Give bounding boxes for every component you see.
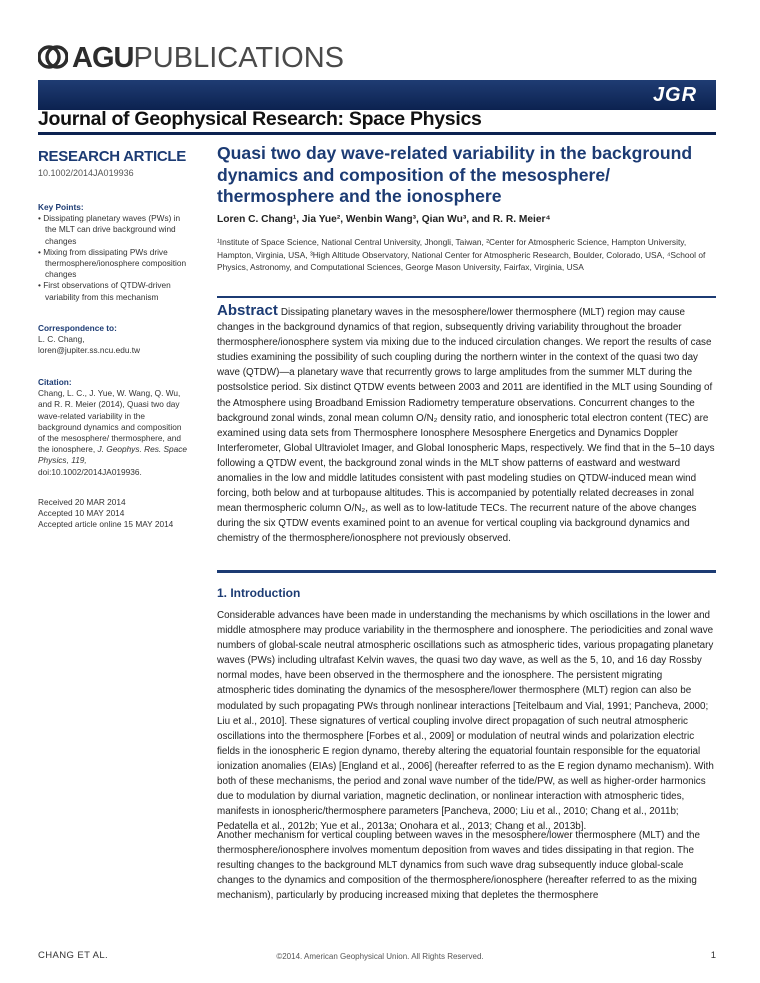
journal-name: Journal of Geophysical Research: Space Physics	[38, 108, 482, 130]
correspondence-heading: Correspondence to:	[38, 323, 117, 333]
article-doi[interactable]: 10.1002/2014JA019936	[38, 168, 134, 178]
key-points	[38, 202, 188, 303]
key-points-heading: Key Points:	[38, 202, 84, 212]
footer-author: CHANG ET AL.	[38, 950, 109, 961]
citation-heading: Citation:	[38, 377, 72, 387]
agu-globe-icon	[38, 44, 68, 70]
correspondence	[38, 323, 188, 357]
citation-body	[38, 388, 188, 478]
logo-publications-text: PUBLICATIONS	[133, 42, 345, 74]
logo-agu-text: AGU	[72, 42, 134, 74]
citation-doi[interactable]: doi:10.1002/2014JA019936.	[38, 466, 142, 477]
section-heading-introduction: 1. Introduction	[217, 586, 301, 600]
footer-copyright: ©2014. American Geophysical Union. All Rights Reserved.	[276, 952, 484, 961]
jgr-badge: JGR	[652, 84, 698, 106]
received-date: Received 20 MAR 2014	[38, 497, 126, 507]
citation-text: Chang, L. C., J. Yue, W. Wang, Q. Wu, and R. R. Meier (2014), Quasi two day wave-related variability in the background dynamics and composition of the mesosphere/ thermosphere, and the ionosphere,	[38, 388, 182, 455]
citation-journal: J. Geophys. Res. Space Physics, 119,	[38, 444, 187, 466]
key-point-item: • First observations of QTDW-driven variability from this mechanism	[38, 280, 171, 302]
correspondence-email[interactable]: loren@jupiter.ss.ncu.edu.tw	[38, 345, 141, 356]
agu-publications-logo	[38, 42, 344, 75]
citation	[38, 377, 188, 478]
abstract-text: Dissipating planetary waves in the mesosphere/lower thermosphere (MLT) region may cause changes in the background dynamics of that region, subsequently driving variability throughout the broader thermosphere/ionosphere system via mixing due to the induced circulation changes. We report the results of case studies examining the possibility of such coupling during the northern winter in the context of the quasi two day wave (QTDW)—a planetary wave that recurrently grows to large amplitudes from the summer MLT during the postsolstice period. Six distinct QTDW events between 2003 and 2011 are identified in the MLT using Sounding of the Atmosphere using Broadband Emission Radiometry temperature observations. Concurrent changes to the background zonal winds, zonal mean column O/N₂ density ratio, and ionospheric total electron content (TEC) are examined using data sets from Thermosphere Ionosphere Mesosphere Energetics and Dynamics Doppler Interferometer, Global Ultraviolet Imager, and Global Ionospheric Maps, respectively. We find that in the 5–10 days following a QTDW event, the background zonal winds in the MLT show patterns of eastward and westward anomalies in the low and middle latitudes consistent with past modeling studies on QTDW-induced mean wind forcing, both below and at turbopause altitudes. This is accompanied by potentially related decreases in zonal mean thermospheric column O/N₂, as well as to low-latitude TECs. The recurrent nature of the above changes during the six QTDW events examined point to an avenue for vertical coupling via background dynamics and chemistry of the thermosphere/ionosphere not previously observed.	[217, 307, 715, 545]
correspondence-name: L. C. Chang,	[38, 334, 85, 345]
intro-paragraph: Another mechanism for vertical coupling between waves in the mesosphere/lower thermosphere (MLT) and the thermosphere/ionosphere involves momentum deposition from waves and tides dissipating in that region. The resulting changes to the background MLT dynamics from such wave drag subsequently induce global-scale changes to the dynamics and composition of the thermosphere/ionosphere (hereafter referred to as the mixing mechanism), particularly by producing increased mixing that depletes the thermosphere	[217, 830, 700, 902]
article-title: Quasi two day wave-related variability in the background dynamics and composition of the mesosphere/ thermosphere and the ionosphere	[217, 143, 693, 207]
article-type: RESEARCH ARTICLE	[38, 148, 186, 165]
page-number: 1	[710, 950, 716, 961]
abstract-label: Abstract	[217, 302, 278, 319]
accepted-date: Accepted 10 MAY 2014	[38, 508, 125, 519]
article-dates	[38, 497, 188, 531]
header-divider	[38, 132, 716, 135]
article-authors: Loren C. Chang¹, Jia Yue², Wenbin Wang³, Qian Wu³, and R. R. Meier⁴	[217, 214, 551, 225]
key-point-item: • Mixing from dissipating PWs drive thermosphere/ionosphere composition changes	[38, 246, 187, 280]
key-point-item: • Dissipating planetary waves (PWs) in the MLT can drive background wind changes	[38, 213, 181, 246]
journal-banner	[38, 80, 716, 110]
abstract	[217, 303, 717, 547]
intro-paragraph: Considerable advances have been made in understanding the mechanisms by which oscillations in the lower and middle atmosphere may produce variability in the thermosphere and ionosphere. The periodicities and zonal wave numbers of global-scale neutral atmospheric oscillations such as atmospheric tides, various propagating planetary waves (PWs) including ultrafast Kelvin waves, the quasi two day wave, as well as the 5, 10, and 16 day Rossby normal modes, have been observed in the thermosphere and the ionosphere. The persistent migrating atmospheric tides dominating the dynamics of the mesosphere/lower thermosphere (MLT) region can also be modulated by such propagating PWs through nonlinear interactions [Teitelbaum and Vial, 1991; Pancheva, 2000; Liu et al., 2010]. These signatures of vertical coupling involve direct propagation of such neutral atmospheric oscillations into the thermosphere [Forbes et al., 2009] or modulation of neutral winds and polarization electric fields in the ionospheric E region dynamo, thereby altering the equatorial fountain responsible for the equatorial ionization anomalies (EIAs) [England et al., 2006] (hereafter referred to as the E region dynamo mechanism). With both of these mechanisms, the period and zonal wave number of the tide/PW, as well as higher-order harmonics due to modulation by diurnal variation, magnetic declination, or nonlinear interaction with atmospheric tides, manifests in ionospheric/thermosphere parameters [Pancheva, 2000; Liu et al., 2010; Chang et al., 2011b; Pedatella et al., 2012b; Yue et al., 2013a; Onohara et al., 2013; Chang et al., 2013b].	[217, 610, 714, 833]
author-affiliations: ¹Institute of Space Science, National Central University, Jhongli, Taiwan, ²Center for Atmospheric Science, Hampton University, Hampton, Virginia, USA, ³High Altitude Observatory, National Center for Atmospheric Research, Boulder, Colorado, USA, ⁴School of Physics, Astronomy, and Computational Sciences, George Mason University, Fairfax, Virginia, USA	[217, 237, 706, 273]
online-date: Accepted article online 15 MAY 2014	[38, 519, 174, 530]
abstract-top-rule	[217, 296, 716, 298]
abstract-bottom-rule	[217, 570, 716, 573]
